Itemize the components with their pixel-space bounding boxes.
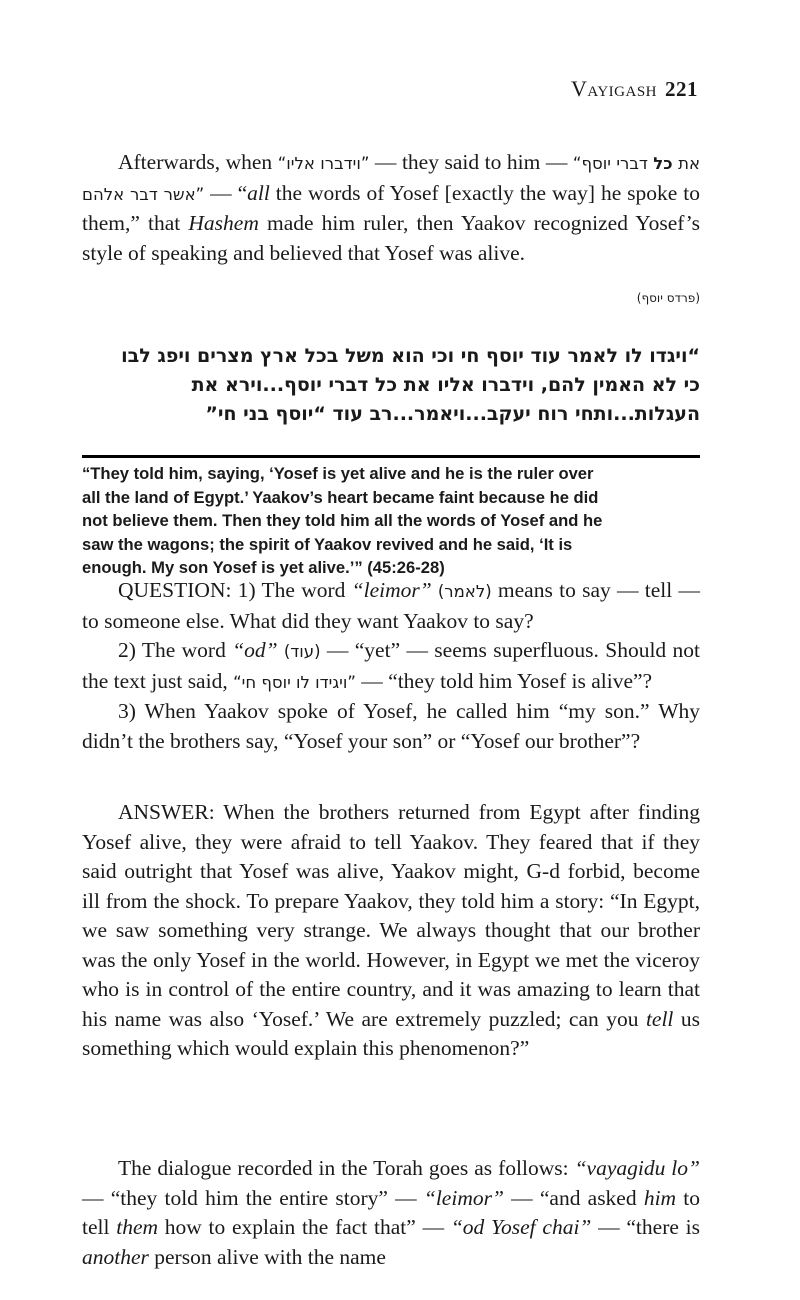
verse-hebrew-line: “ויגדו לו לאמר עוד יוסף חי וכי הוא משל בכל ארץ מצרים ויפג לבו [121, 345, 700, 367]
dialogue-text: — “they told him the entire story” — [82, 1185, 424, 1210]
emphasis: them [116, 1215, 159, 1239]
answer-paragraph [82, 798, 700, 1064]
dialogue-text: The dialogue recorded in the Torah goes as follows: [118, 1156, 575, 1180]
intro-text: made him ruler, then Yaakov recognized Yosef’s style of speaking and believed that Yosef was alive. [82, 211, 700, 265]
answer-text: ANSWER: When the brothers returned from Egypt after finding Yosef alive, they were afraid to tell Yaakov. They feared that if they said outright that Yosef was alive, Yaakov might, G-d forbid, become ill from the shock. To prepare Yaakov, they told him a story: “In Egypt, we saw something very strange. We always thought that our brother was the only Yosef in the world. However, in Egypt we met the viceroy who is in control of the entire country, and it was amazing to learn that his name was also ‘Yosef.’ We are extremely puzzled; can you [82, 800, 700, 1031]
verse-english [82, 462, 700, 580]
intro-text: the words of Yosef [exactly the way] he spoke to them,” that [82, 180, 700, 235]
dialogue-text: how to explain the fact that” — [158, 1215, 451, 1239]
hebrew-quote: “ויגידו לו יוסף חי” [233, 672, 356, 692]
intro-text: Afterwards, when [118, 150, 273, 174]
hebrew-word: (עוד) [277, 642, 321, 661]
running-head [571, 76, 698, 102]
emphasis: him [643, 1185, 677, 1210]
verse-english-line: saw the wagons; the spirit of Yaakov revived and he said, ‘It is [82, 534, 573, 554]
emphasis: tell [645, 1006, 674, 1031]
dialogue-text: person alive with the name [148, 1244, 386, 1269]
hebrew-quote: “וידברו אליו” [277, 154, 370, 173]
hebrew-emphasis: כל [653, 154, 673, 173]
verse-hebrew-line: כי לא האמין להם, וידברו אליו את כל דברי יוסף...וירא את [191, 374, 700, 396]
hebrew-word: (לאמר) [431, 582, 492, 601]
intro-section [82, 148, 700, 268]
divider-rule [82, 455, 700, 458]
transliteration: “od Yosef chai” [450, 1215, 592, 1239]
intro-text: — they said to him — [369, 150, 573, 174]
verse-hebrew-line: העגלות...ותחי רוח יעקב...ויאמר...רב עוד “יוסף בני חי” [205, 403, 700, 425]
question-text: 2) The word [118, 638, 233, 662]
verse-hebrew [82, 342, 700, 429]
question-text: means to say — tell — to someone else. What did they want Yaakov to say? [82, 578, 700, 633]
question-2 [82, 636, 700, 697]
question-text: — “yet” — seems superfluous. Should not the text just said, [82, 638, 701, 693]
verse-english-line: enough. My son Yosef is yet alive.’” (45:26-28) [82, 558, 445, 577]
emphasis: another [82, 1244, 149, 1269]
emphasis: all [247, 180, 270, 205]
question-text: — “they told him Yosef is alive”? [355, 668, 653, 693]
page-number: 221 [665, 77, 698, 101]
transliteration: “leimor” [351, 578, 432, 602]
question-section [82, 576, 700, 756]
dialogue-paragraph [82, 1154, 700, 1272]
dialogue-text: to tell [82, 1185, 700, 1239]
answer-section [82, 798, 700, 1064]
dialogue-text: — “and asked [503, 1185, 644, 1210]
intro-text: — “ [204, 180, 248, 205]
verse-english-line: all the land of Egypt.’ Yaakov’s heart became faint because he did [82, 487, 599, 507]
section-title: Vayigash [570, 76, 657, 101]
transliteration: “od” [232, 638, 278, 662]
dialogue-section [82, 1154, 700, 1272]
intro-paragraph [82, 148, 700, 268]
source-citation: (פרדס יוסף) [636, 291, 700, 305]
transliteration: “vayagidu lo” [574, 1156, 700, 1180]
transliteration: “leimor” [423, 1185, 504, 1210]
question-text: QUESTION: 1) The word [118, 578, 352, 602]
question-1 [82, 576, 700, 636]
question-3: 3) When Yaakov spoke of Yosef, he called him “my son.” Why didn’t the brothers say, “Yosef your son” or “Yosef our brother”? [82, 699, 700, 753]
verse-english-line: “They told him, saying, ‘Yosef is yet alive and he is the ruler over [82, 464, 594, 483]
answer-text: us something which would explain this phenomenon?” [82, 1006, 700, 1060]
hebrew-quote: “את [572, 154, 700, 173]
verse-english-line: not believe them. Then they told him all the words of Yosef and he [82, 511, 603, 530]
emphasis: Hashem [188, 211, 259, 235]
dialogue-text: — “there is [591, 1215, 700, 1239]
hebrew-quote: דברי יוסף אשר דבר אלהם” [82, 154, 654, 204]
